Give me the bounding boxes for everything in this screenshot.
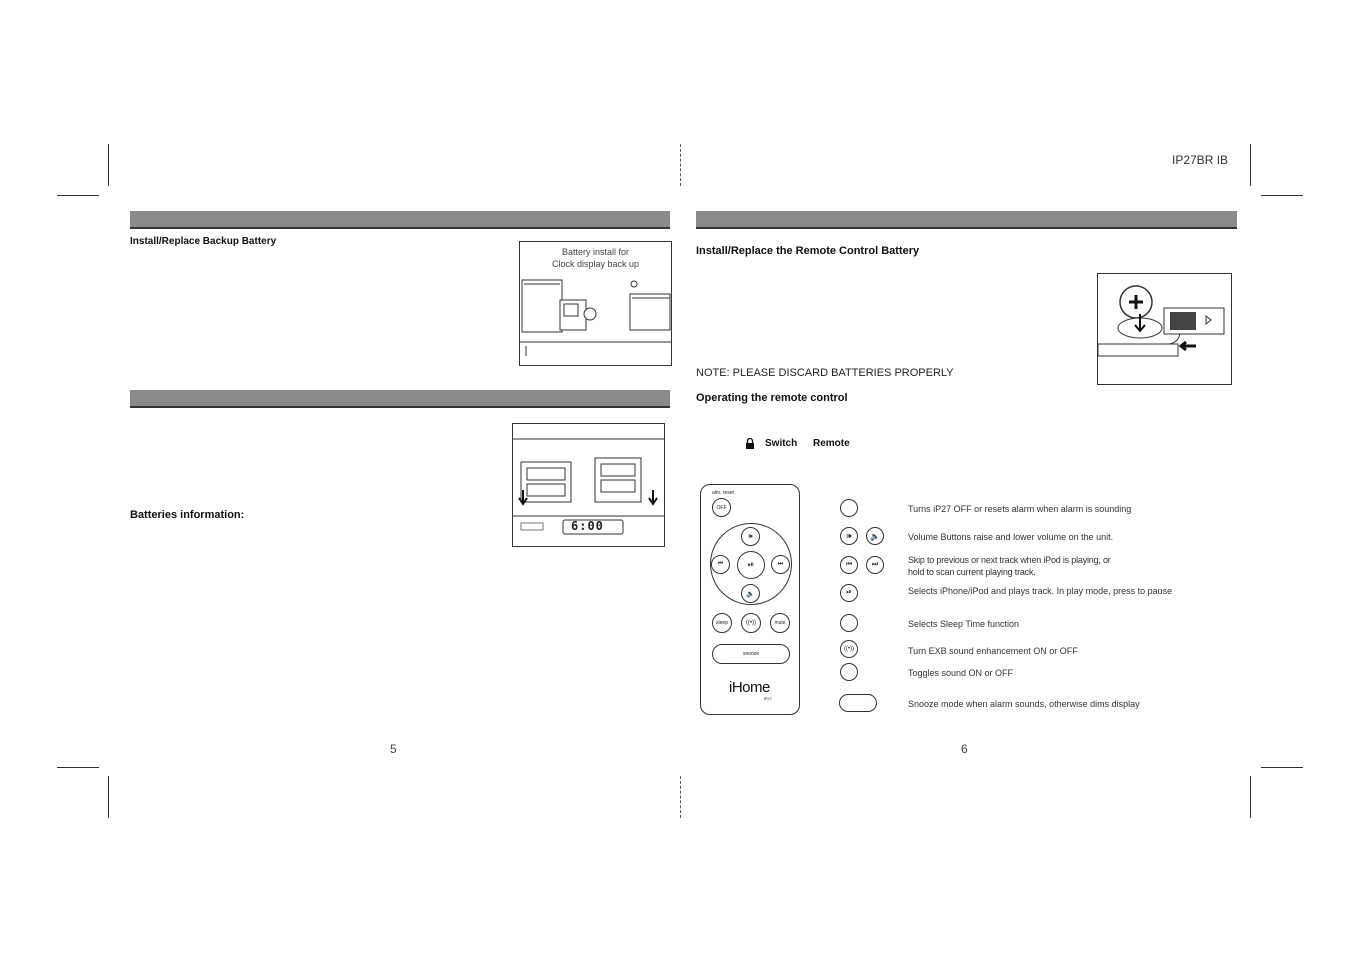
remote-volume-down-button[interactable]: 🔈 [741,584,760,603]
remote-battery-illustration [1098,274,1231,384]
exb-icon: ((•)) [840,640,858,658]
crop-mark [57,767,99,768]
switch-label: Switch [765,438,798,449]
remote-label: Remote [813,438,850,449]
remote-brand-logo: iHome [729,679,770,696]
crop-mark [57,195,99,196]
function-desc-off: Turns iP27 OFF or resets alarm when alarm is sounding [908,504,1132,514]
clock-display: 6:00 [571,519,604,533]
remote-next-button[interactable]: ⏭ [771,555,790,574]
alarm-reset-label: alm. reset [712,490,734,496]
section-heading-remote-battery: Install/Replace the Remote Control Battery [696,245,920,257]
backup-battery-illustration [520,242,671,365]
function-desc-volume: Volume Buttons raise and lower volume on the unit. [908,532,1114,542]
function-desc-sleep: Selects Sleep Time function [908,619,1020,629]
off-button-icon [840,499,858,517]
volume-down-icon: 🔈 [866,527,884,545]
remote-play-pause-button[interactable]: ⏯ [737,551,765,579]
fold-mark [680,776,681,818]
section-bar [130,211,670,229]
remote-exb-button[interactable]: ((•)) [741,613,761,633]
page-number-right: 6 [961,742,968,756]
figure-caption: Battery install for Clock display back up [551,247,640,269]
remote-previous-button[interactable]: ⏮ [711,555,730,574]
crop-mark [108,776,109,818]
section-heading-operating-remote: Operating the remote control [696,392,848,404]
sleep-button-icon [840,614,858,632]
crop-mark [108,144,109,186]
section-bar [130,390,670,408]
batteries-information-heading: Batteries information: [130,509,245,521]
function-desc-skip: Skip to previous or next track when iPod is playing, or hold to scan current playing track. [908,555,1111,577]
remote-sleep-button[interactable]: sleep [712,613,732,633]
lock-icon [745,438,755,449]
model-code: IP27BR IB [1172,153,1229,167]
fold-mark [680,144,681,186]
next-track-icon: ⏭ [866,556,884,574]
remote-control [700,484,800,715]
play-pause-icon: ⏯ [840,584,858,602]
volume-up-icon: 🕪 [840,527,858,545]
remote-volume-up-button[interactable]: 🕪 [741,527,760,546]
function-desc-exb: Turn EXB sound enhancement ON or OFF [908,646,1078,656]
section-heading-backup-battery: Install/Replace Backup Battery [130,236,277,247]
discard-note: NOTE: PLEASE DISCARD BATTERIES PROPERLY [696,367,954,379]
remote-snooze-button[interactable]: snooze [712,644,790,664]
remote-model-label: iP27 [764,696,773,701]
remote-mute-button[interactable]: mute [770,613,790,633]
crop-mark [1250,776,1251,818]
crop-mark [1261,195,1303,196]
snooze-button-icon [839,694,877,712]
function-desc-mute: Toggles sound ON or OFF [908,668,1014,678]
mute-button-icon [840,663,858,681]
crop-mark [1250,144,1251,186]
function-desc-snooze: Snooze mode when alarm sounds, otherwise dims display [908,699,1140,709]
previous-track-icon: ⏮ [840,556,858,574]
remote-off-button[interactable]: OFF [712,498,731,517]
batteries-figure [512,423,665,547]
page-number-left: 5 [390,742,397,756]
section-bar [696,211,1237,229]
backup-battery-figure [519,241,672,366]
crop-mark [1261,767,1303,768]
function-desc-play: Selects iPhone/iPod and plays track. In play mode, press to pause [908,586,1173,596]
remote-battery-figure [1097,273,1232,385]
